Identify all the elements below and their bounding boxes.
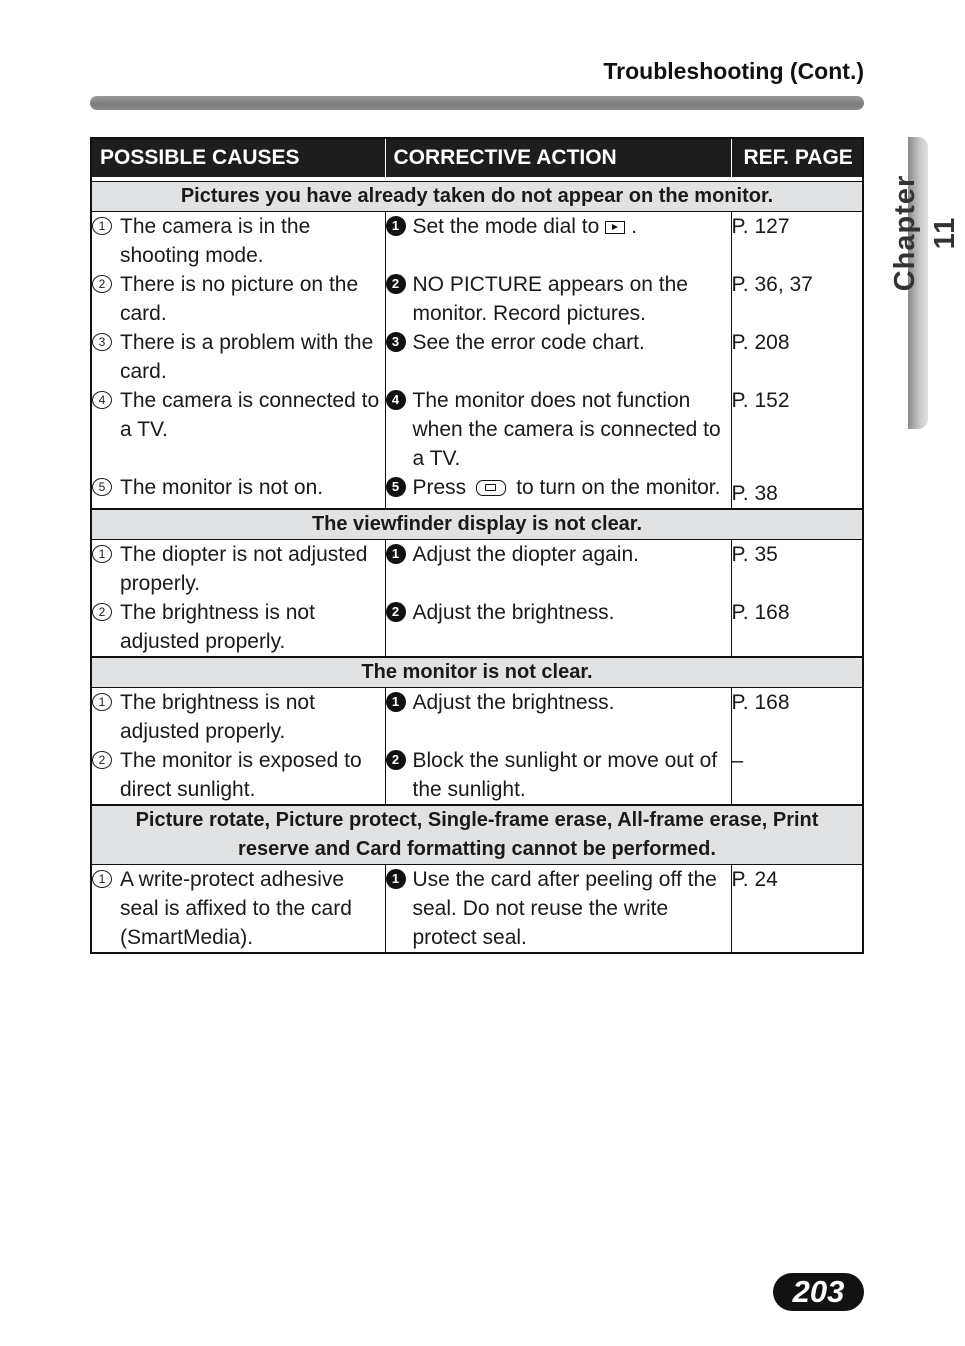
action-text: See the error code chart. bbox=[412, 331, 645, 354]
causes-cell bbox=[91, 540, 385, 658]
table-row bbox=[91, 688, 863, 806]
ref-page: P. 38 bbox=[731, 482, 778, 505]
chapter-label: Chapter 11 bbox=[889, 174, 961, 292]
filled-number: 4 bbox=[386, 390, 406, 410]
circled-number: 1 bbox=[92, 217, 112, 235]
section-title: The viewfinder display is not clear. bbox=[91, 509, 863, 540]
circled-number: 2 bbox=[92, 603, 112, 621]
action-text: NO PICTURE appears on the monitor. Record pictures. bbox=[412, 273, 688, 325]
cause-text: The brightness is not adjusted properly. bbox=[120, 691, 315, 743]
action-text: The monitor does not function when the camera is connected to a TV. bbox=[412, 389, 721, 470]
filled-number: 2 bbox=[386, 274, 406, 294]
filled-number: 3 bbox=[386, 332, 406, 352]
cause-text: The monitor is exposed to direct sunlight. bbox=[120, 749, 362, 801]
actions-cell bbox=[385, 865, 731, 954]
causes-cell bbox=[91, 688, 385, 806]
ref-cell bbox=[731, 688, 863, 806]
action-text-suffix: . bbox=[631, 215, 638, 238]
causes-cell bbox=[91, 865, 385, 954]
ref-page: P. 168 bbox=[731, 601, 790, 624]
filled-number: 5 bbox=[386, 477, 406, 497]
section-title: Pictures you have already taken do not appear on the monitor. bbox=[91, 182, 863, 212]
ref-page: P. 35 bbox=[731, 543, 778, 566]
page-header-title: Troubleshooting (Cont.) bbox=[603, 58, 864, 84]
ref-cell bbox=[731, 865, 863, 954]
section-row bbox=[91, 182, 863, 212]
circled-number: 1 bbox=[92, 870, 112, 888]
section-row bbox=[91, 657, 863, 688]
circled-number: 5 bbox=[92, 478, 112, 496]
section-row bbox=[91, 805, 863, 865]
header-bar bbox=[90, 96, 864, 110]
actions-cell bbox=[385, 212, 731, 510]
ref-page: P. 152 bbox=[731, 389, 790, 412]
ref-cell bbox=[731, 540, 863, 658]
actions-cell bbox=[385, 688, 731, 806]
ref-page: P. 168 bbox=[731, 691, 790, 714]
action-text-suffix: to turn on the monitor. bbox=[516, 476, 721, 499]
section-row bbox=[91, 509, 863, 540]
table-row bbox=[91, 865, 863, 954]
cause-text: The camera is connected to a TV. bbox=[120, 389, 380, 441]
circled-number: 4 bbox=[92, 391, 112, 409]
filled-number: 1 bbox=[386, 544, 406, 564]
causes-cell bbox=[91, 212, 385, 510]
troubleshooting-table bbox=[90, 137, 864, 954]
filled-number: 2 bbox=[386, 602, 406, 622]
table-row bbox=[91, 540, 863, 658]
circled-number: 1 bbox=[92, 693, 112, 711]
header-possible-causes: POSSIBLE CAUSES bbox=[91, 138, 385, 177]
page-number: 203 bbox=[773, 1273, 864, 1311]
cause-text: The diopter is not adjusted properly. bbox=[120, 543, 368, 595]
filled-number: 1 bbox=[386, 869, 406, 889]
circled-number: 2 bbox=[92, 751, 112, 769]
circled-number: 3 bbox=[92, 333, 112, 351]
section-title: Picture rotate, Picture protect, Single-frame erase, All-frame erase, Print reserve and Card formatting cannot be performed. bbox=[91, 805, 863, 865]
action-text: Adjust the brightness. bbox=[412, 601, 615, 624]
action-text: Adjust the diopter again. bbox=[412, 543, 639, 566]
cause-text: There is a problem with the card. bbox=[120, 331, 374, 383]
play-icon bbox=[605, 221, 625, 234]
action-text: Press bbox=[412, 476, 467, 499]
table-row bbox=[91, 212, 863, 510]
actions-cell bbox=[385, 540, 731, 658]
ref-page: P. 24 bbox=[731, 868, 778, 891]
table-header-row bbox=[91, 138, 863, 177]
monitor-button-icon bbox=[476, 480, 506, 496]
ref-page: P. 36, 37 bbox=[731, 273, 813, 296]
filled-number: 1 bbox=[386, 692, 406, 712]
section-title: The monitor is not clear. bbox=[91, 657, 863, 688]
ref-page: – bbox=[731, 749, 744, 772]
action-text: Block the sunlight or move out of the sunlight. bbox=[412, 749, 718, 801]
header-ref-page: REF. PAGE bbox=[731, 138, 863, 177]
ref-page: P. 208 bbox=[731, 331, 790, 354]
action-text: Adjust the brightness. bbox=[412, 691, 615, 714]
ref-cell bbox=[731, 212, 863, 510]
filled-number: 2 bbox=[386, 750, 406, 770]
circled-number: 1 bbox=[92, 545, 112, 563]
cause-text: The brightness is not adjusted properly. bbox=[120, 601, 315, 653]
cause-text: The monitor is not on. bbox=[120, 476, 324, 499]
cause-text: There is no picture on the card. bbox=[120, 273, 359, 325]
circled-number: 2 bbox=[92, 275, 112, 293]
filled-number: 1 bbox=[386, 216, 406, 236]
cause-text: A write-protect adhesive seal is affixed to the card (SmartMedia). bbox=[120, 868, 352, 949]
action-text: Use the card after peeling off the seal. Do not reuse the write protect seal. bbox=[412, 868, 717, 949]
ref-page: P. 127 bbox=[731, 215, 790, 238]
cause-text: The camera is in the shooting mode. bbox=[120, 215, 311, 267]
header-corrective-action: CORRECTIVE ACTION bbox=[385, 138, 731, 177]
action-text: Set the mode dial to bbox=[412, 215, 600, 238]
